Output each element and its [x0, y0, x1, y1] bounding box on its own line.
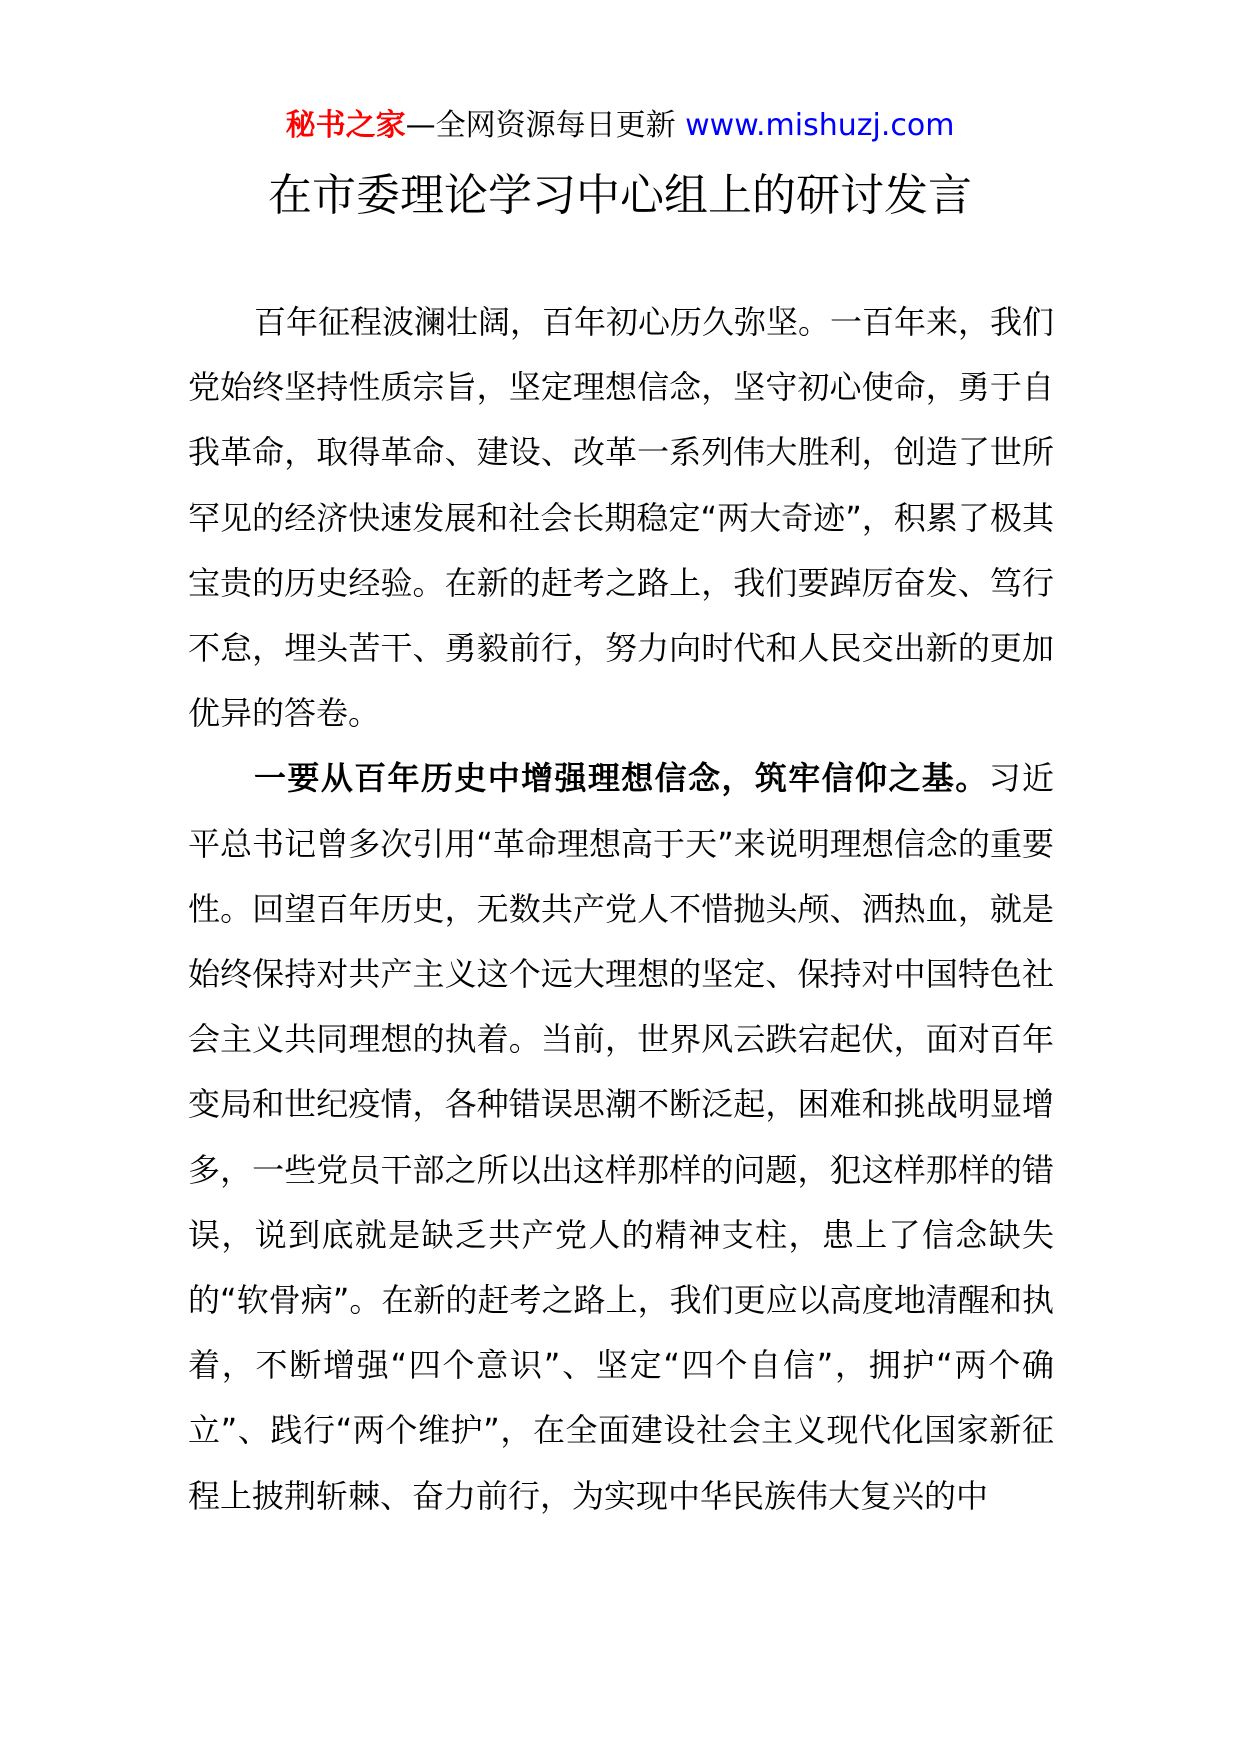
site-url[interactable]: www.mishuzj.com — [685, 108, 955, 143]
site-slogan: —全网资源每日更新 — [405, 108, 686, 143]
paragraph-text: 百年征程波澜壮阔，百年初心历久弥坚。一百年来，我们党始终坚持性质宗旨，坚定理想信念，坚守初心使命，勇于自我革命，取得革命、建设、改革一系列伟大胜利，创造了世所罕见的经济快速发展和社会长期稳定“两大奇迹”，积累了极其宝贵的历史经验。在新的赶考之路上，我们要踔厉奋发、笃行不怠，埋头苦干、勇毅前行，努力向时代和人民交出新的更加优异的答卷。 — [188, 303, 1055, 733]
paragraph-text: 习近平总书记曾多次引用“革命理想高于天”来说明理想信念的重要性。回望百年历史，无数共产党人不惜抛头颅、洒热血，就是始终保持对共产主义这个远大理想的坚定、保持对中国特色社会主义共同理想的执着。当前，世界风云跌宕起伏，面对百年变局和世纪疫情，各种错误思潮不断泛起，困难和挑战明显增多，一些党员干部之所以出这样那样的问题，犯这样那样的错误，说到底就是缺乏共产党人的精神支柱，患上了信念缺失的“软骨病”。在新的赶考之路上，我们更应以高度地清醒和执着，不断增强“四个意识”、坚定“四个自信”，拥护“两个确立”、践行“两个维护”，在全面建设社会主义现代化国家新征程上披荆斩棘、奋力前行，为实现中华民族伟大复兴的中 — [188, 759, 1054, 1515]
document-title: 在市委理论学习中心组上的研讨发言 — [268, 170, 972, 221]
document-body — [188, 290, 1054, 1529]
site-header — [0, 104, 1240, 148]
paragraph-lead: 一要从百年历史中增强理想信念，筑牢信仰之基。 — [254, 759, 989, 798]
paragraph-intro — [188, 290, 1054, 746]
paragraph-point-one — [188, 746, 1054, 1528]
site-brand: 秘书之家 — [285, 108, 406, 143]
